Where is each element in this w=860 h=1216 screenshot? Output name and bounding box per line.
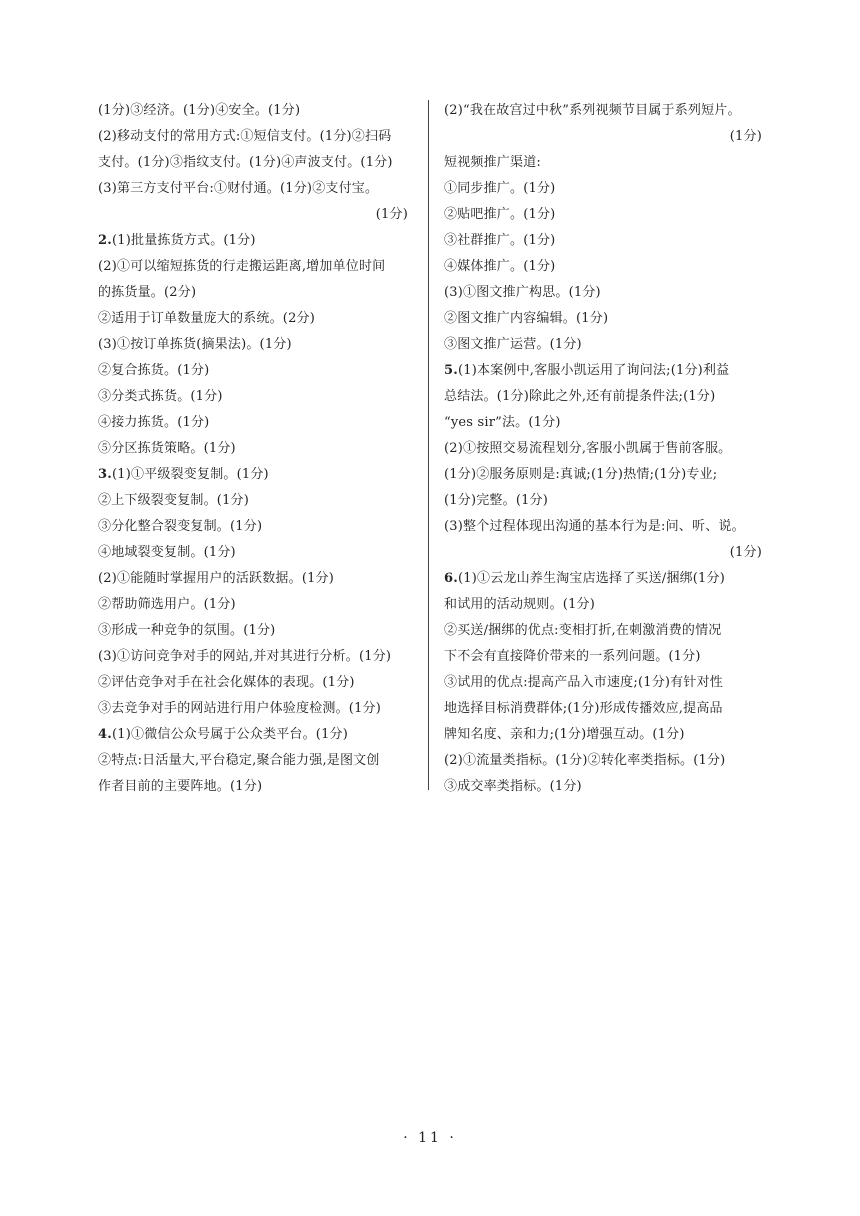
answer-line — [444, 306, 762, 332]
answer-line — [444, 514, 762, 540]
answer-text: (2)移动支付的常用方式:①短信支付。(1分)②扫码 — [98, 129, 392, 144]
answer-line — [444, 488, 762, 514]
answer-text: (3)整个过程体现出沟通的基本行为是:问、听、说。 — [444, 519, 745, 534]
answer-line — [98, 280, 408, 306]
answer-line — [444, 124, 762, 150]
answer-line — [98, 306, 408, 332]
answer-text: 支付。(1分)③指纹支付。(1分)④声波支付。(1分) — [98, 155, 393, 170]
answer-text: ③分类式拣货。(1分) — [98, 389, 223, 404]
answer-text: 短视频推广渠道: — [444, 155, 541, 170]
answer-text: (1)①微信公众号属于公众类平台。(1分) — [111, 727, 349, 742]
answer-text: ③形成一种竞争的氛围。(1分) — [98, 623, 276, 638]
question-number: 3. — [98, 467, 112, 482]
answer-line — [444, 332, 762, 358]
answer-line — [444, 670, 762, 696]
question-number: 4. — [98, 727, 112, 742]
answer-text: (1)①云龙山养生淘宝店选择了买送/捆绑(1分) — [457, 571, 725, 586]
answer-line — [98, 202, 408, 228]
answer-text: (2)“我在故宫过中秋”系列视频节目属于系列短片。 — [444, 103, 741, 118]
answer-line — [98, 228, 408, 254]
answer-text: ③试用的优点:提高产品入市速度;(1分)有针对性 — [444, 675, 723, 690]
answer-text: ②特点:日活量大,平台稳定,聚合能力强,是图文创 — [98, 753, 380, 768]
answer-line — [444, 540, 762, 566]
answer-text: 地选择目标消费群体;(1分)形成传播效应,提高品 — [444, 701, 723, 716]
answer-text: “yes sir”法。(1分) — [444, 415, 561, 430]
answer-line — [98, 462, 408, 488]
answer-text: ④接力拣货。(1分) — [98, 415, 210, 430]
answer-line — [98, 124, 408, 150]
answer-line — [98, 358, 408, 384]
answer-text: (1分) — [375, 207, 408, 222]
answer-line — [444, 228, 762, 254]
answer-line — [98, 644, 408, 670]
answer-line — [444, 774, 762, 800]
column-divider — [428, 100, 429, 790]
answer-line — [444, 748, 762, 774]
answer-text: ②评估竞争对手在社会化媒体的表现。(1分) — [98, 675, 355, 690]
answer-line — [98, 722, 408, 748]
page-number: · 11 · — [403, 1130, 457, 1146]
answer-line — [98, 514, 408, 540]
answer-text: (1分) — [729, 545, 762, 560]
answer-text: (3)①图文推广构思。(1分) — [444, 285, 601, 300]
answer-line — [98, 254, 408, 280]
answer-line — [444, 436, 762, 462]
answer-text: (2)①流量类指标。(1分)②转化率类指标。(1分) — [444, 753, 726, 768]
answer-text: ②帮助筛选用户。(1分) — [98, 597, 236, 612]
answer-text: 牌知名度、亲和力;(1分)增强互动。(1分) — [444, 727, 685, 742]
answer-text: (3)①按订单拣货(摘果法)。(1分) — [98, 337, 292, 352]
answer-line — [444, 254, 762, 280]
answer-line — [98, 384, 408, 410]
answer-text: ⑤分区拣货策略。(1分) — [98, 441, 236, 456]
answer-text: (2)①能随时掌握用户的活跃数据。(1分) — [98, 571, 335, 586]
answer-text: 的拣货量。(2分) — [98, 285, 197, 300]
answer-line — [98, 670, 408, 696]
answer-line — [444, 280, 762, 306]
answer-text: ②买送/捆绑的优点:变相打折,在刺激消费的情况 — [444, 623, 722, 638]
answer-text: 和试用的活动规则。(1分) — [444, 597, 596, 612]
answer-text: ④媒体推广。(1分) — [444, 259, 556, 274]
answer-text: ②图文推广内容编辑。(1分) — [444, 311, 609, 326]
answer-text: ③去竞争对手的网站进行用户体验度检测。(1分) — [98, 701, 382, 716]
answer-text: (1分) — [729, 129, 762, 144]
answer-line — [444, 696, 762, 722]
answer-text: (1)①平级裂变复制。(1分) — [111, 467, 269, 482]
answer-line — [444, 202, 762, 228]
answer-line — [444, 98, 762, 124]
answer-line — [444, 358, 762, 384]
answer-line — [98, 150, 408, 176]
answer-text: ④地域裂变复制。(1分) — [98, 545, 236, 560]
answer-line — [444, 644, 762, 670]
answer-line — [98, 748, 408, 774]
answer-text: ②贴吧推广。(1分) — [444, 207, 556, 222]
answer-text: (2)①可以缩短拣货的行走搬运距离,增加单位时间 — [98, 259, 386, 274]
answer-text: (1分)②服务原则是:真诚;(1分)热情;(1分)专业; — [444, 467, 718, 482]
question-number: 2. — [98, 233, 112, 248]
answer-line — [98, 592, 408, 618]
answer-line — [444, 462, 762, 488]
answer-line — [98, 774, 408, 800]
answer-line — [98, 436, 408, 462]
answer-line — [444, 176, 762, 202]
answer-line — [98, 410, 408, 436]
answer-text: (3)①访问竞争对手的网站,并对其进行分析。(1分) — [98, 649, 392, 664]
question-number: 6. — [444, 571, 458, 586]
answer-text: 总结法。(1分)除此之外,还有前提条件法;(1分) — [444, 389, 716, 404]
answer-text: 下不会有直接降价带来的一系列问题。(1分) — [444, 649, 701, 664]
answer-line — [444, 722, 762, 748]
answer-text: (1)本案例中,客服小凯运用了询问法;(1分)利益 — [457, 363, 730, 378]
answer-line — [444, 150, 762, 176]
answer-line — [98, 98, 408, 124]
answer-line — [98, 332, 408, 358]
answer-text: ③图文推广运营。(1分) — [444, 337, 582, 352]
answer-line — [98, 488, 408, 514]
answer-line — [444, 618, 762, 644]
answer-text: ③分化整合裂变复制。(1分) — [98, 519, 263, 534]
answer-line — [98, 566, 408, 592]
answer-line — [444, 592, 762, 618]
answer-line — [98, 540, 408, 566]
answer-line — [444, 384, 762, 410]
answer-line — [98, 696, 408, 722]
answer-text: 作者目前的主要阵地。(1分) — [98, 779, 263, 794]
answer-text: ②上下级裂变复制。(1分) — [98, 493, 250, 508]
answer-text: (3)第三方支付平台:①财付通。(1分)②支付宝。 — [98, 181, 379, 196]
answer-text: ②适用于订单数量庞大的系统。(2分) — [98, 311, 316, 326]
answer-text: ③成交率类指标。(1分) — [444, 779, 582, 794]
answer-text: ③社群推广。(1分) — [444, 233, 556, 248]
question-number: 5. — [444, 363, 458, 378]
answer-line — [98, 618, 408, 644]
right-column — [444, 98, 762, 800]
left-column — [98, 98, 408, 800]
answer-line — [444, 566, 762, 592]
answer-text: (1分)③经济。(1分)④安全。(1分) — [98, 103, 301, 118]
answer-text: (1)批量拣货方式。(1分) — [111, 233, 256, 248]
answer-line — [98, 176, 408, 202]
answer-text: ②复合拣货。(1分) — [98, 363, 210, 378]
answer-text: (1分)完整。(1分) — [444, 493, 549, 508]
answer-text: ①同步推广。(1分) — [444, 181, 556, 196]
answer-text: (2)①按照交易流程划分,客服小凯属于售前客服。 — [444, 441, 732, 456]
answer-line — [444, 410, 762, 436]
